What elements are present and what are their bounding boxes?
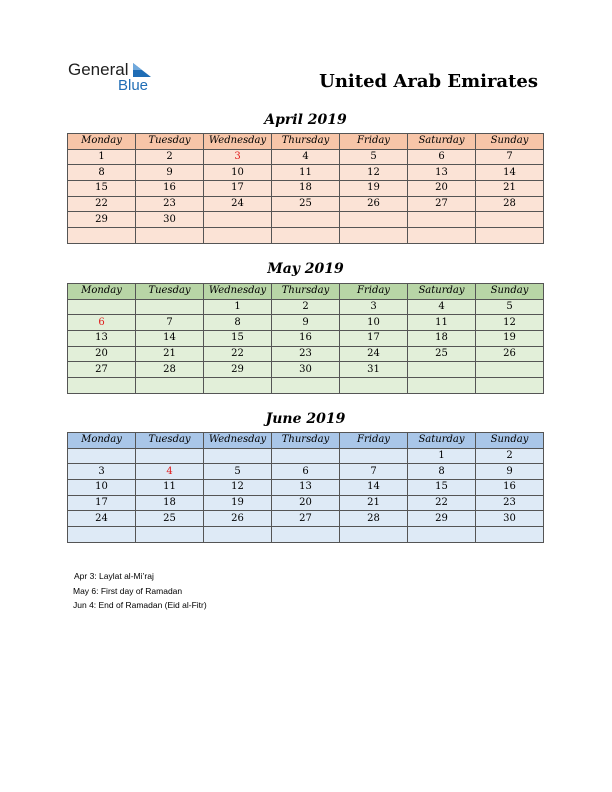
day-cell: 9 <box>272 315 340 331</box>
day-cell: 5 <box>204 464 272 480</box>
week-row <box>68 527 544 543</box>
week-row <box>68 331 544 347</box>
day-cell: 26 <box>204 511 272 527</box>
day-cell: 2 <box>272 299 340 315</box>
week-row <box>68 228 544 244</box>
day-cell: 25 <box>408 346 476 362</box>
day-cell: 19 <box>340 181 408 197</box>
day-cell <box>204 228 272 244</box>
day-cell: 6 <box>68 315 136 331</box>
holiday-notes <box>74 569 207 613</box>
day-cell: 7 <box>340 464 408 480</box>
day-cell: 18 <box>136 495 204 511</box>
weekday-header: Wednesday <box>204 134 272 150</box>
week-row <box>68 315 544 331</box>
day-cell: 11 <box>136 480 204 496</box>
weekday-header: Tuesday <box>136 284 204 300</box>
day-cell: 14 <box>136 331 204 347</box>
holiday-note: Jun 4: End of Ramadan (Eid al-Fitr) <box>73 600 207 610</box>
day-cell: 4 <box>408 299 476 315</box>
generalblue-logo <box>68 60 168 96</box>
day-cell: 22 <box>68 196 136 212</box>
day-cell <box>68 299 136 315</box>
day-cell: 5 <box>340 149 408 165</box>
day-cell: 12 <box>204 480 272 496</box>
weekday-header: Wednesday <box>204 433 272 449</box>
day-cell: 5 <box>476 299 544 315</box>
day-cell <box>476 228 544 244</box>
day-cell: 31 <box>340 362 408 378</box>
day-cell <box>408 212 476 228</box>
logo-word-general: General <box>68 60 129 79</box>
day-cell: 15 <box>204 331 272 347</box>
weekday-header: Monday <box>68 134 136 150</box>
week-row <box>68 346 544 362</box>
day-cell: 14 <box>340 480 408 496</box>
day-cell: 23 <box>136 196 204 212</box>
day-cell: 19 <box>476 331 544 347</box>
day-cell: 22 <box>204 346 272 362</box>
day-cell: 2 <box>136 149 204 165</box>
week-row <box>68 362 544 378</box>
day-cell: 3 <box>68 464 136 480</box>
day-cell: 20 <box>408 181 476 197</box>
day-cell: 20 <box>68 346 136 362</box>
day-cell <box>340 448 408 464</box>
day-cell: 28 <box>136 362 204 378</box>
day-cell <box>136 448 204 464</box>
day-cell <box>136 228 204 244</box>
day-cell: 28 <box>476 196 544 212</box>
day-cell: 14 <box>476 165 544 181</box>
month-title-june: June 2019 <box>265 411 346 427</box>
day-cell: 27 <box>408 196 476 212</box>
day-cell: 10 <box>68 480 136 496</box>
day-cell <box>272 527 340 543</box>
day-cell <box>408 362 476 378</box>
week-row <box>68 299 544 315</box>
day-cell <box>204 448 272 464</box>
day-cell: 20 <box>272 495 340 511</box>
day-cell: 6 <box>408 149 476 165</box>
day-cell <box>272 448 340 464</box>
day-cell <box>340 228 408 244</box>
day-cell: 16 <box>272 331 340 347</box>
day-cell <box>136 378 204 394</box>
week-row <box>68 378 544 394</box>
day-cell: 15 <box>68 181 136 197</box>
day-cell: 18 <box>408 331 476 347</box>
day-cell: 1 <box>204 299 272 315</box>
day-cell: 25 <box>272 196 340 212</box>
day-cell: 21 <box>476 181 544 197</box>
day-cell: 7 <box>136 315 204 331</box>
weekday-header: Thursday <box>272 134 340 150</box>
day-cell: 23 <box>476 495 544 511</box>
day-cell <box>476 212 544 228</box>
day-cell: 16 <box>136 181 204 197</box>
day-cell <box>136 299 204 315</box>
month-title-may: May 2019 <box>267 261 344 277</box>
day-cell: 11 <box>408 315 476 331</box>
day-cell: 18 <box>272 181 340 197</box>
day-cell <box>68 527 136 543</box>
day-cell: 8 <box>204 315 272 331</box>
weekday-header: Sunday <box>476 134 544 150</box>
week-row <box>68 212 544 228</box>
day-cell: 2 <box>476 448 544 464</box>
week-row <box>68 464 544 480</box>
day-cell <box>272 212 340 228</box>
day-cell: 24 <box>68 511 136 527</box>
calendar-june <box>67 432 544 543</box>
day-cell: 15 <box>408 480 476 496</box>
day-cell: 22 <box>408 495 476 511</box>
weekday-header: Tuesday <box>136 433 204 449</box>
day-cell: 26 <box>340 196 408 212</box>
day-cell: 12 <box>476 315 544 331</box>
day-cell: 29 <box>68 212 136 228</box>
day-cell: 3 <box>340 299 408 315</box>
day-cell <box>408 527 476 543</box>
week-row <box>68 495 544 511</box>
day-cell: 23 <box>272 346 340 362</box>
day-cell: 8 <box>408 464 476 480</box>
day-cell: 21 <box>136 346 204 362</box>
weekday-header: Thursday <box>272 433 340 449</box>
weekday-header: Saturday <box>408 134 476 150</box>
day-cell <box>340 527 408 543</box>
weekday-header: Monday <box>68 433 136 449</box>
day-cell: 10 <box>340 315 408 331</box>
day-cell <box>476 527 544 543</box>
day-cell: 28 <box>340 511 408 527</box>
day-cell: 4 <box>136 464 204 480</box>
day-cell: 8 <box>68 165 136 181</box>
weekday-header: Thursday <box>272 284 340 300</box>
day-cell: 19 <box>204 495 272 511</box>
day-cell <box>476 378 544 394</box>
calendar-april <box>67 133 544 244</box>
day-cell: 11 <box>272 165 340 181</box>
day-cell: 29 <box>408 511 476 527</box>
day-cell <box>68 378 136 394</box>
day-cell: 9 <box>136 165 204 181</box>
day-cell: 1 <box>408 448 476 464</box>
day-cell: 24 <box>340 346 408 362</box>
day-cell: 13 <box>68 331 136 347</box>
weekday-header: Sunday <box>476 284 544 300</box>
weekday-header: Monday <box>68 284 136 300</box>
day-cell <box>340 378 408 394</box>
day-cell <box>68 448 136 464</box>
logo-word-blue: Blue <box>118 77 149 94</box>
holiday-note: Apr 3: Laylat al-Mi’raj <box>74 571 154 581</box>
day-cell <box>476 362 544 378</box>
day-cell: 7 <box>476 149 544 165</box>
weekday-header-row <box>68 134 544 150</box>
day-cell: 3 <box>204 149 272 165</box>
day-cell: 21 <box>340 495 408 511</box>
week-row <box>68 196 544 212</box>
month-title-april: April 2019 <box>264 112 347 128</box>
day-cell <box>204 212 272 228</box>
day-cell: 13 <box>408 165 476 181</box>
day-cell: 30 <box>136 212 204 228</box>
day-cell: 17 <box>340 331 408 347</box>
day-cell: 25 <box>136 511 204 527</box>
weekday-header: Friday <box>340 134 408 150</box>
weekday-header: Sunday <box>476 433 544 449</box>
day-cell: 4 <box>272 149 340 165</box>
day-cell: 26 <box>476 346 544 362</box>
day-cell: 17 <box>204 181 272 197</box>
day-cell <box>204 527 272 543</box>
day-cell <box>272 228 340 244</box>
day-cell: 17 <box>68 495 136 511</box>
week-row <box>68 165 544 181</box>
week-row <box>68 149 544 165</box>
day-cell: 24 <box>204 196 272 212</box>
holiday-note: May 6: First day of Ramadan <box>73 585 183 596</box>
page-title: United Arab Emirates <box>319 71 538 92</box>
day-cell: 16 <box>476 480 544 496</box>
day-cell: 29 <box>204 362 272 378</box>
day-cell: 9 <box>476 464 544 480</box>
day-cell <box>272 378 340 394</box>
week-row <box>68 511 544 527</box>
day-cell <box>136 527 204 543</box>
weekday-header: Saturday <box>408 284 476 300</box>
weekday-header: Saturday <box>408 433 476 449</box>
day-cell: 30 <box>272 362 340 378</box>
day-cell <box>408 228 476 244</box>
day-cell: 1 <box>68 149 136 165</box>
day-cell: 10 <box>204 165 272 181</box>
week-row <box>68 480 544 496</box>
day-cell: 13 <box>272 480 340 496</box>
weekday-header: Wednesday <box>204 284 272 300</box>
day-cell: 27 <box>272 511 340 527</box>
weekday-header-row <box>68 284 544 300</box>
weekday-header: Friday <box>340 284 408 300</box>
week-row <box>68 448 544 464</box>
day-cell <box>68 228 136 244</box>
day-cell <box>408 378 476 394</box>
day-cell: 27 <box>68 362 136 378</box>
weekday-header-row <box>68 433 544 449</box>
day-cell <box>204 378 272 394</box>
week-row <box>68 181 544 197</box>
calendar-may <box>67 283 544 394</box>
day-cell <box>340 212 408 228</box>
weekday-header: Friday <box>340 433 408 449</box>
weekday-header: Tuesday <box>136 134 204 150</box>
day-cell: 12 <box>340 165 408 181</box>
logo-flag-icon <box>133 63 151 77</box>
day-cell: 30 <box>476 511 544 527</box>
day-cell: 6 <box>272 464 340 480</box>
